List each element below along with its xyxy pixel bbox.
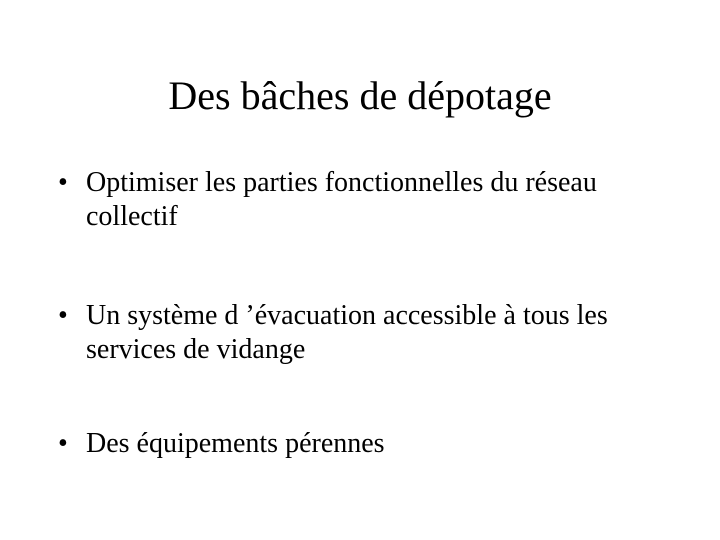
bullet-item (58, 299, 658, 367)
bullet-icon: • (58, 428, 68, 459)
bullet-icon: • (58, 300, 68, 331)
bullet-text: Des équipements pérennes (86, 428, 385, 459)
bullet-text: Un système d ’évacuation accessible à tous les services de vidange (86, 300, 608, 365)
bullet-text: Optimiser les parties fonctionnelles du réseau collectif (86, 167, 597, 232)
bullet-item (58, 427, 658, 461)
slide-title: Des bâches de dépotage (168, 73, 552, 118)
bullet-icon: • (58, 167, 68, 198)
bullet-item (58, 166, 658, 234)
